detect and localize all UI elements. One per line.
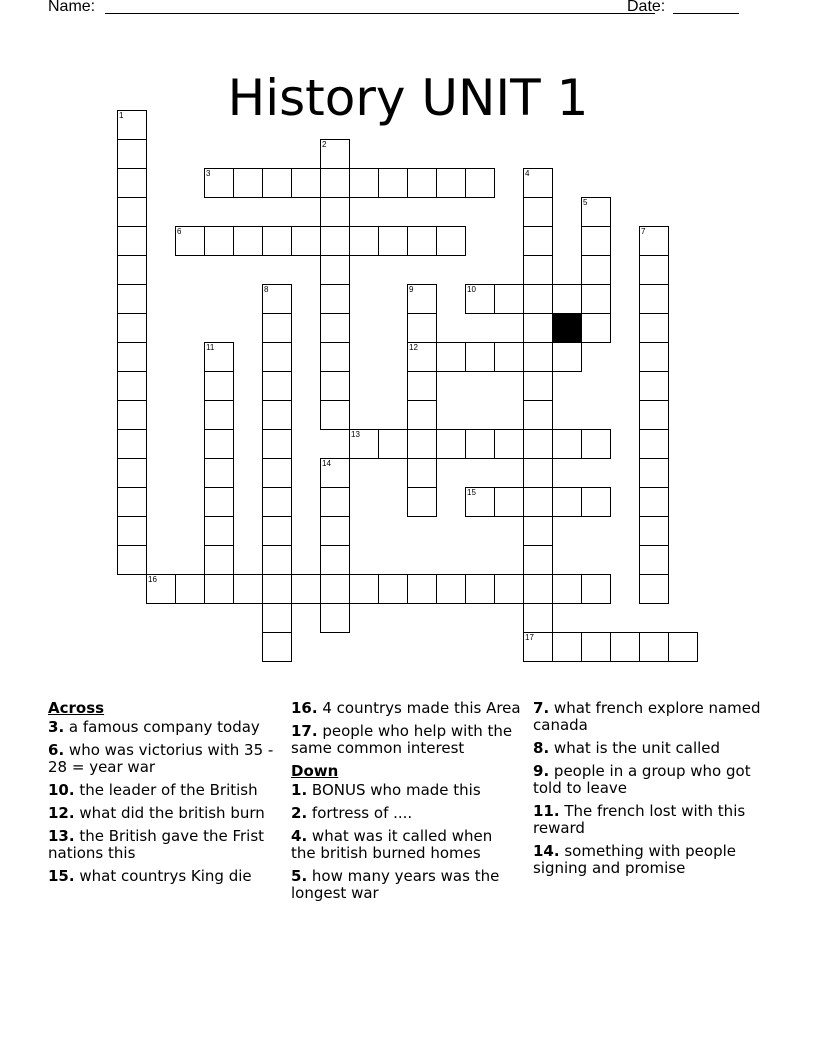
crossword-cell[interactable] xyxy=(378,429,408,459)
crossword-cell[interactable] xyxy=(639,342,669,372)
crossword-cell[interactable] xyxy=(262,168,292,198)
clue-number: 15 xyxy=(467,488,476,497)
crossword-cell[interactable] xyxy=(639,574,669,604)
crossword-cell[interactable] xyxy=(436,168,466,198)
crossword-cell[interactable] xyxy=(581,632,611,662)
crossword-cell[interactable] xyxy=(552,574,582,604)
crossword-cell[interactable] xyxy=(407,574,437,604)
clue-number: 7 xyxy=(641,227,646,236)
crossword-cell[interactable] xyxy=(117,284,147,314)
clue-across-16: 16. 4 countrys made this Area xyxy=(291,699,521,717)
crossword-cell[interactable] xyxy=(581,487,611,517)
clue-down-1: 1. BONUS who made this xyxy=(291,781,481,799)
crossword-cell[interactable] xyxy=(407,400,437,430)
crossword-cell[interactable] xyxy=(494,487,524,517)
crossword-cell[interactable] xyxy=(320,400,350,430)
crossword-cell[interactable] xyxy=(465,168,495,198)
crossword-cell[interactable] xyxy=(349,226,379,256)
crossword-cell[interactable] xyxy=(523,226,553,256)
crossword-cell[interactable] xyxy=(407,371,437,401)
clues-column-2 xyxy=(291,700,521,908)
crossword-cell[interactable] xyxy=(581,284,611,314)
crossword-cell[interactable] xyxy=(262,458,292,488)
crossword-cell[interactable] xyxy=(581,226,611,256)
crossword-cell[interactable] xyxy=(407,313,437,343)
clue-down-8: 8. what is the unit called xyxy=(533,739,721,757)
clue-number: 13 xyxy=(351,430,360,439)
crossword-cell[interactable] xyxy=(320,603,350,633)
crossword-cell[interactable] xyxy=(349,574,379,604)
crossword-cell[interactable] xyxy=(639,632,669,662)
crossword-cell[interactable] xyxy=(262,313,292,343)
crossword-cell[interactable] xyxy=(552,487,582,517)
crossword-cell[interactable] xyxy=(320,342,350,372)
crossword-cell[interactable] xyxy=(407,226,437,256)
clue-number: 16 xyxy=(148,575,157,584)
clue-across-17: 17. people who help with the same common interest xyxy=(291,722,513,757)
clue-number: 8 xyxy=(264,285,269,294)
crossword-cell[interactable] xyxy=(581,574,611,604)
crossword-cell[interactable] xyxy=(378,574,408,604)
crossword-cell[interactable] xyxy=(523,458,553,488)
crossword-cell[interactable] xyxy=(320,284,350,314)
crossword-cell[interactable] xyxy=(262,574,292,604)
crossword-cell[interactable] xyxy=(117,139,147,169)
crossword-cell[interactable] xyxy=(117,429,147,459)
clue-across-10: 10. the leader of the British xyxy=(48,781,258,799)
clue-number: 14 xyxy=(322,459,331,468)
clue-across-3: 3. a famous company today xyxy=(48,718,260,736)
crossword-cell[interactable] xyxy=(639,487,669,517)
crossword-cell[interactable] xyxy=(204,226,234,256)
crossword-cell[interactable] xyxy=(262,603,292,633)
clue-number: 9 xyxy=(409,285,414,294)
name-label: Name: xyxy=(48,0,96,15)
crossword-cell[interactable] xyxy=(204,574,234,604)
crossword-cell[interactable] xyxy=(552,429,582,459)
clue-number: 3 xyxy=(206,169,211,178)
crossword-cell[interactable] xyxy=(523,487,553,517)
clue-across-12: 12. what did the british burn xyxy=(48,804,265,822)
clues-column-3 xyxy=(533,700,773,883)
clue-number: 11 xyxy=(206,343,215,352)
crossword-cell[interactable] xyxy=(523,284,553,314)
crossword-cell[interactable] xyxy=(204,545,234,575)
crossword-cell[interactable] xyxy=(436,226,466,256)
crossword-cell[interactable] xyxy=(204,458,234,488)
crossword-cell[interactable] xyxy=(320,487,350,517)
clue-number: 17 xyxy=(525,633,534,642)
crossword-cell[interactable] xyxy=(436,342,466,372)
crossword-cell[interactable] xyxy=(523,255,553,285)
crossword-cell[interactable] xyxy=(581,429,611,459)
crossword-cell[interactable] xyxy=(262,342,292,372)
crossword-cell[interactable] xyxy=(262,487,292,517)
crossword-cell[interactable] xyxy=(552,632,582,662)
crossword-cell[interactable] xyxy=(639,516,669,546)
crossword-cell[interactable] xyxy=(639,429,669,459)
crossword-cell[interactable] xyxy=(523,429,553,459)
crossword-cell[interactable] xyxy=(639,313,669,343)
crossword-cell[interactable] xyxy=(639,545,669,575)
crossword-cell[interactable] xyxy=(117,458,147,488)
clue-down-11: 11. The french lost with this reward xyxy=(533,802,746,837)
crossword-cell[interactable] xyxy=(494,574,524,604)
clue-across-6: 6. who was victorius with 35 - 28 = year war xyxy=(48,741,274,776)
clue-number: 4 xyxy=(525,169,530,178)
crossword-cell[interactable] xyxy=(117,168,147,198)
crossword-cell[interactable] xyxy=(465,574,495,604)
crossword-cell[interactable] xyxy=(117,371,147,401)
crossword-cell[interactable] xyxy=(262,226,292,256)
crossword-cell[interactable] xyxy=(581,313,611,343)
crossword-cell[interactable] xyxy=(233,168,263,198)
clue-number: 2 xyxy=(322,140,327,149)
crossword-cell[interactable] xyxy=(204,487,234,517)
clues-column-1 xyxy=(48,700,278,891)
crossword-cell[interactable] xyxy=(523,574,553,604)
crossword-cell[interactable] xyxy=(436,429,466,459)
crossword-cell[interactable] xyxy=(262,429,292,459)
crossword-cell[interactable] xyxy=(204,371,234,401)
crossword-cell[interactable] xyxy=(668,632,698,662)
date-label: Date: xyxy=(627,0,666,15)
clue-down-7: 7. what french explore named canada xyxy=(533,699,761,734)
crossword-cell[interactable] xyxy=(175,574,205,604)
clue-down-2: 2. fortress of .... xyxy=(291,804,413,822)
crossword-cell[interactable] xyxy=(320,313,350,343)
crossword-cell[interactable] xyxy=(291,226,321,256)
crossword-cell[interactable] xyxy=(204,400,234,430)
crossword-cell[interactable] xyxy=(552,342,582,372)
crossword-cell[interactable] xyxy=(320,574,350,604)
crossword-cell[interactable] xyxy=(320,516,350,546)
crossword-cell[interactable] xyxy=(320,226,350,256)
clue-down-14: 14. something with people signing and promise xyxy=(533,842,736,877)
crossword-cell[interactable] xyxy=(436,574,466,604)
crossword-cell[interactable] xyxy=(407,168,437,198)
clue-number: 12 xyxy=(409,343,418,352)
crossword-cell[interactable] xyxy=(523,313,553,343)
crossword-cell[interactable] xyxy=(523,371,553,401)
crossword-cell[interactable] xyxy=(320,255,350,285)
page-title: History UNIT 1 xyxy=(227,68,589,127)
crossword-cell[interactable] xyxy=(262,400,292,430)
crossword-cell[interactable] xyxy=(523,603,553,633)
crossword-cell[interactable] xyxy=(494,342,524,372)
crossword-cell[interactable] xyxy=(523,545,553,575)
crossword-cell[interactable] xyxy=(610,632,640,662)
crossword-cell[interactable] xyxy=(639,400,669,430)
crossword-cell[interactable] xyxy=(291,574,321,604)
crossword-cell[interactable] xyxy=(581,255,611,285)
crossword-cell[interactable] xyxy=(117,226,147,256)
crossword-cell[interactable] xyxy=(494,429,524,459)
crossword-cell[interactable] xyxy=(117,197,147,227)
clue-number: 6 xyxy=(177,227,182,236)
crossword-cell[interactable] xyxy=(291,168,321,198)
crossword-cell[interactable] xyxy=(117,313,147,343)
crossword-cell[interactable] xyxy=(204,429,234,459)
crossword-cell[interactable] xyxy=(407,429,437,459)
crossword-cell[interactable] xyxy=(233,226,263,256)
crossword-cell[interactable] xyxy=(262,371,292,401)
crossword-cell[interactable] xyxy=(465,342,495,372)
crossword-cell[interactable] xyxy=(117,342,147,372)
crossword-cell[interactable] xyxy=(639,458,669,488)
crossword-cell[interactable] xyxy=(523,400,553,430)
clue-across-13: 13. the British gave the Frist nations this xyxy=(48,827,265,862)
crossword-cell[interactable] xyxy=(233,574,263,604)
crossword-cell[interactable] xyxy=(117,255,147,285)
crossword-cell[interactable] xyxy=(407,458,437,488)
crossword-cell[interactable] xyxy=(320,371,350,401)
clue-down-9: 9. people in a group who got told to leave xyxy=(533,762,751,797)
clue-number: 10 xyxy=(467,285,476,294)
crossword-cell[interactable] xyxy=(320,545,350,575)
crossword-cell[interactable] xyxy=(639,371,669,401)
crossword-cell[interactable] xyxy=(262,545,292,575)
crossword-cell[interactable] xyxy=(117,400,147,430)
across-heading: Across xyxy=(48,699,105,717)
clue-across-15: 15. what countrys King die xyxy=(48,867,252,885)
crossword-cell[interactable] xyxy=(523,197,553,227)
crossword-cell[interactable] xyxy=(552,284,582,314)
crossword-cell[interactable] xyxy=(494,284,524,314)
crossword-cell[interactable] xyxy=(407,487,437,517)
clue-down-5: 5. how many years was the longest war xyxy=(291,867,500,902)
crossword-cell[interactable] xyxy=(378,226,408,256)
crossword-cell[interactable] xyxy=(378,168,408,198)
crossword-cell[interactable] xyxy=(117,516,147,546)
crossword-cell[interactable] xyxy=(320,197,350,227)
clue-down-4: 4. what was it called when the british burned homes xyxy=(291,827,493,862)
crossword-cell[interactable] xyxy=(639,255,669,285)
crossword-cell[interactable] xyxy=(465,429,495,459)
crossword-cell[interactable] xyxy=(523,342,553,372)
crossword-cell[interactable] xyxy=(639,284,669,314)
clue-number: 5 xyxy=(583,198,588,207)
crossword-cell[interactable] xyxy=(204,516,234,546)
crossword-cell[interactable] xyxy=(262,632,292,662)
crossword-cell[interactable] xyxy=(117,545,147,575)
crossword-cell[interactable] xyxy=(117,487,147,517)
crossword-cell[interactable] xyxy=(523,516,553,546)
clue-number: 1 xyxy=(119,111,124,120)
down-heading: Down xyxy=(291,762,339,780)
crossword-cell[interactable] xyxy=(349,168,379,198)
black-square xyxy=(552,313,582,343)
crossword-cell[interactable] xyxy=(262,516,292,546)
crossword-cell[interactable] xyxy=(320,168,350,198)
